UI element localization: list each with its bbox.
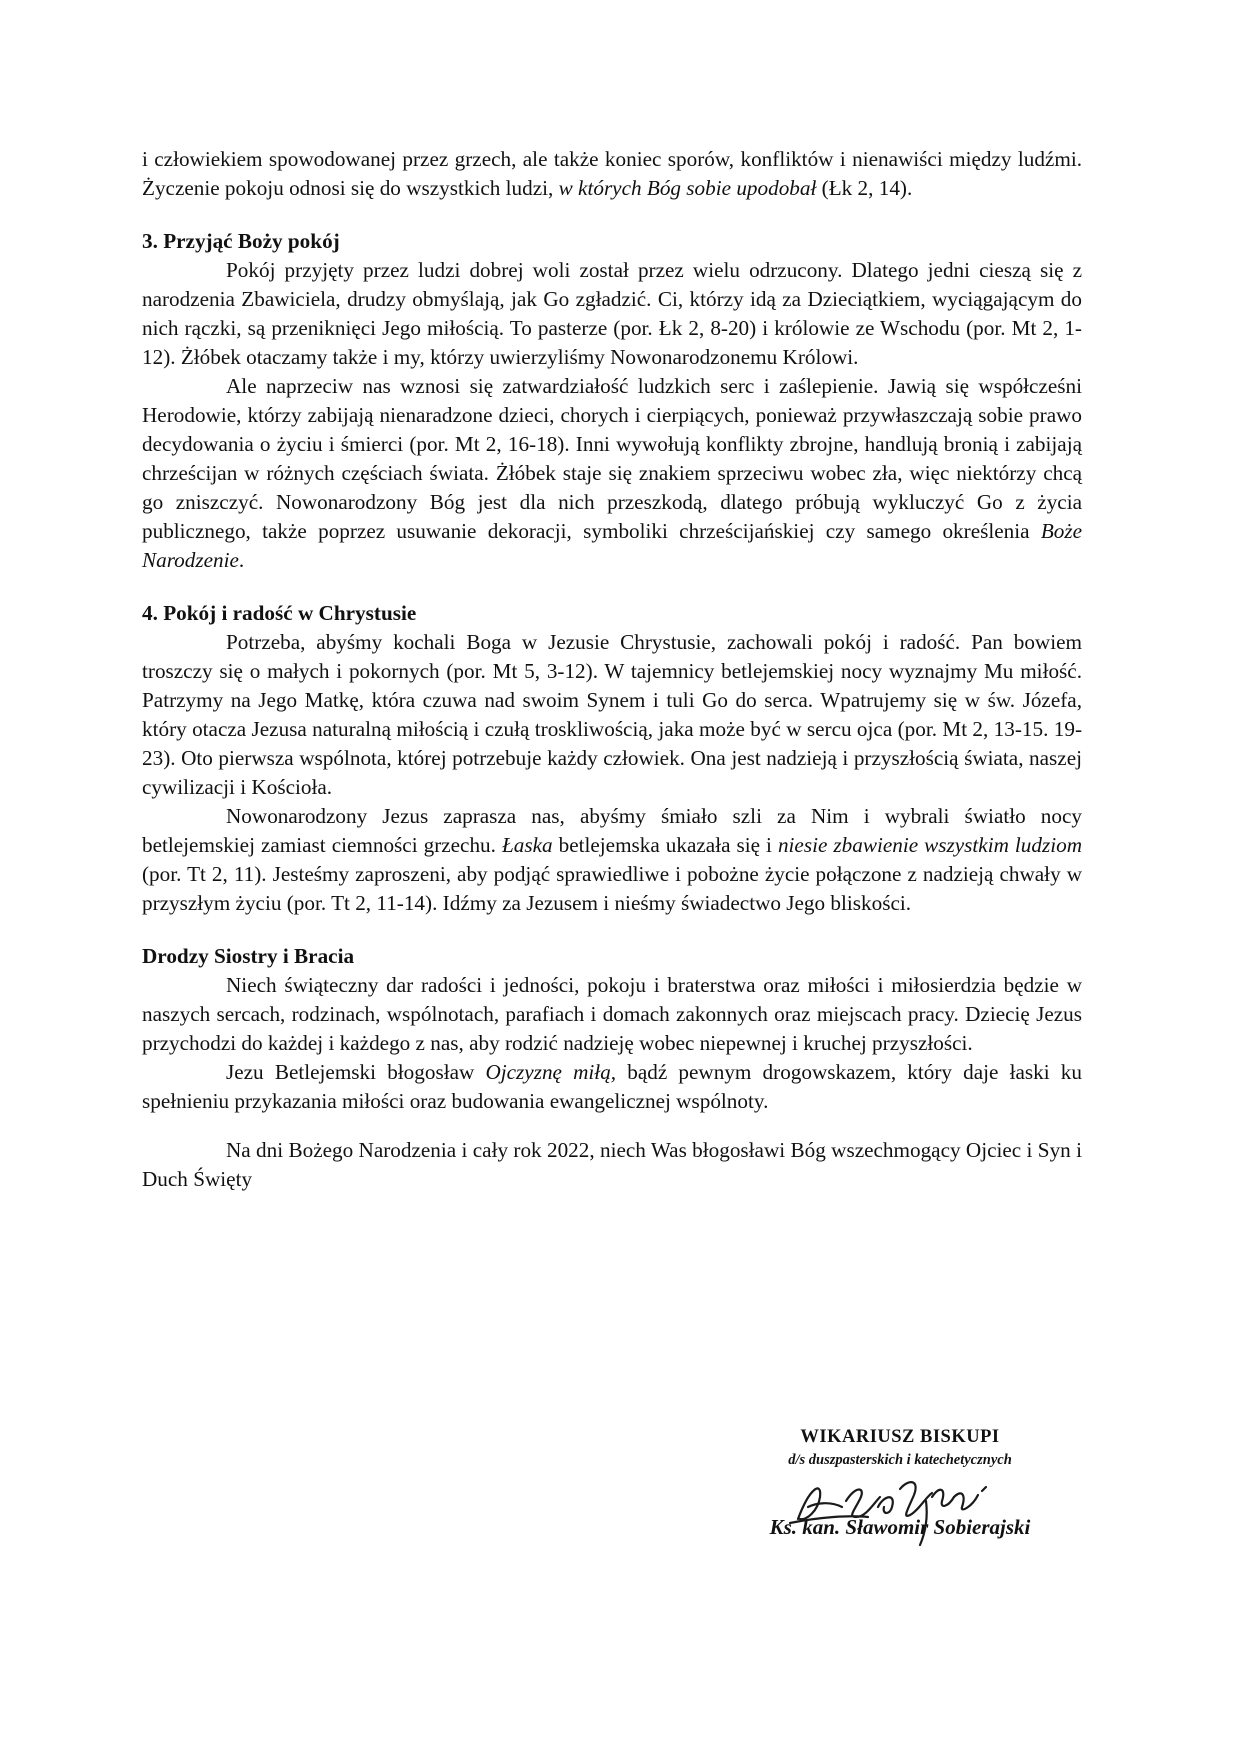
intro-quote: w których Bóg sobie upodobał — [558, 176, 817, 200]
section-4-paragraph-2-part-b: betlejemska ukazała się i — [552, 833, 778, 857]
closing-paragraph-2 — [142, 1058, 1082, 1116]
closing-paragraph-1: Niech świąteczny dar radości i jedności, pokoju i braterstwa oraz miłości i miłosierdzia będzie w naszych sercach, rodzinach, wspólnotach, parafiach i domach zakonnych oraz miejscach pracy. Dziecię Jezus przychodzi do każdej i każdego z nas, aby rodzić nadzieję wobec niepewnej i kruchej przyszłości. — [142, 973, 1082, 1055]
closing-paragraph-2-part-b: bądź pewnym drogowskazem, który daje łaski ku spełnieniu przykazania miłości oraz budowania ewangelicznej wspólnoty. — [142, 1060, 1082, 1113]
section-4-heading: 4. Pokój i radość w Chrystusie — [142, 601, 417, 625]
handwritten-signature — [750, 1467, 1050, 1547]
section-4-paragraph-1: Potrzeba, abyśmy kochali Boga w Jezusie Chrystusie, zachowali pokój i radość. Pan bowiem troszczy się o małych i pokornych (por. Mt 5, 3-12). W tajemnicy betlejemskiej nocy wyznajmy Mu miłość. Patrzymy na Jego Matkę, która czuwa nad swoim Synem i tuli Go do serca. Wpatrujemy się w św. Józefa, który otacza Jezusa naturalną miłością i czułą troskliwością, jaka może być w sercu ojca (por. Mt 2, 13-15. 19-23). Oto pierwsza wspólnota, której potrzebuje każdy człowiek. Ona jest nadzieją i przyszłością świata, naszej cywilizacji i Kościoła. — [142, 630, 1082, 799]
closing-paragraph-2-part-a: Jezu Betlejemski błogosław — [226, 1060, 486, 1084]
ojczyzne-mila-quote: Ojczyznę miłą, — [485, 1060, 617, 1084]
section-3-paragraph-2-text: Ale naprzeciw nas wznosi się zatwardziałość ludzkich serc i zaślepienie. Jawią się współcześni Herodowie, którzy zabijają nienaradzone dzieci, chorych i cierpiących, ponieważ przywłaszczają sobie prawo decydowania o życiu i śmierci (por. Mt 2, 16-18). Inni wywołują konflikty zbrojne, handlują bronią i zabijają chrześcijan w różnych częściach świata. Żłóbek staje się znakiem sprzeciwu wobec zła, więc niektórzy chcą go zniszczyć. Nowonarodzony Bóg jest dla nich przeszkodą, dlatego próbują wykluczyć Go z życia publicznego, także poprzez usuwanie dekoracji, symboliki chrześcijańskiej czy samego określenia — [142, 374, 1082, 543]
signature-block — [740, 1425, 1060, 1541]
blessing-paragraph: Na dni Bożego Narodzenia i cały rok 2022, niech Was błogosławi Bóg wszechmogący Ojciec i Syn i Duch Święty — [142, 1138, 1082, 1191]
section-4-paragraph-2 — [142, 802, 1082, 918]
boze-narodzenie-term: Boże Narodzenie — [142, 519, 1082, 572]
section-3-heading: 3. Przyjąć Boży pokój — [142, 229, 340, 253]
closing-heading: Drodzy Siostry i Bracia — [142, 944, 355, 968]
section-3-paragraph-2 — [142, 372, 1082, 575]
niesie-zbawienie-quote: niesie zbawienie wszystkim ludziom — [777, 833, 1082, 857]
signatory-name: Ks. kan. Sławomir Sobierajski — [769, 1515, 1031, 1539]
intro-text: i człowiekiem spowodowanej przez grzech, ale także koniec sporów, konfliktów i nienawiści między ludźmi. Życzenie pokoju odnosi się do wszystkich ludzi, — [142, 147, 1082, 200]
signature-subtitle: d/s duszpasterskich i katechetycznych — [788, 1452, 1012, 1468]
section-4-paragraph-2-part-c: (por. Tt 2, 11). Jesteśmy zaproszeni, aby podjąć sprawiedliwe i pobożne życie połączone z nadzieją chwały w przyszłym życiu (por. Tt 2, 11-14). Idźmy za Jezusem i nieśmy świadectwo Jego bliskości. — [142, 862, 1082, 915]
intro-paragraph — [142, 145, 1082, 203]
letter-body — [142, 145, 1082, 1194]
section-3-paragraph-1: Pokój przyjęty przez ludzi dobrej woli został przez wielu odrzucony. Dlatego jedni cieszą się z narodzenia Zbawiciela, drudzy obmyślają, jak Go zgładzić. Ci, którzy idą za Dzieciątkiem, wyciągającym do nich rączki, są przeniknięci Jego miłością. To pasterze (por. Łk 2, 8-20) i królowie ze Wschodu (por. Mt 2, 1-12). Żłóbek otaczamy także i my, którzy uwierzyliśmy Nowonarodzonemu Królowi. — [142, 258, 1082, 369]
section-3-paragraph-2-end: . — [238, 548, 245, 572]
intro-reference: (Łk 2, 14). — [816, 176, 913, 200]
section-4-paragraph-2-part-a: Nowonarodzony Jezus zaprasza nas, abyśmy śmiało szli za Nim i wybrali światło nocy betlejemskiej zamiast ciemności grzechu. — [142, 804, 1082, 857]
laska-term: Łaska — [501, 833, 553, 857]
signature-title: WIKARIUSZ BISKUPI — [800, 1427, 1000, 1447]
